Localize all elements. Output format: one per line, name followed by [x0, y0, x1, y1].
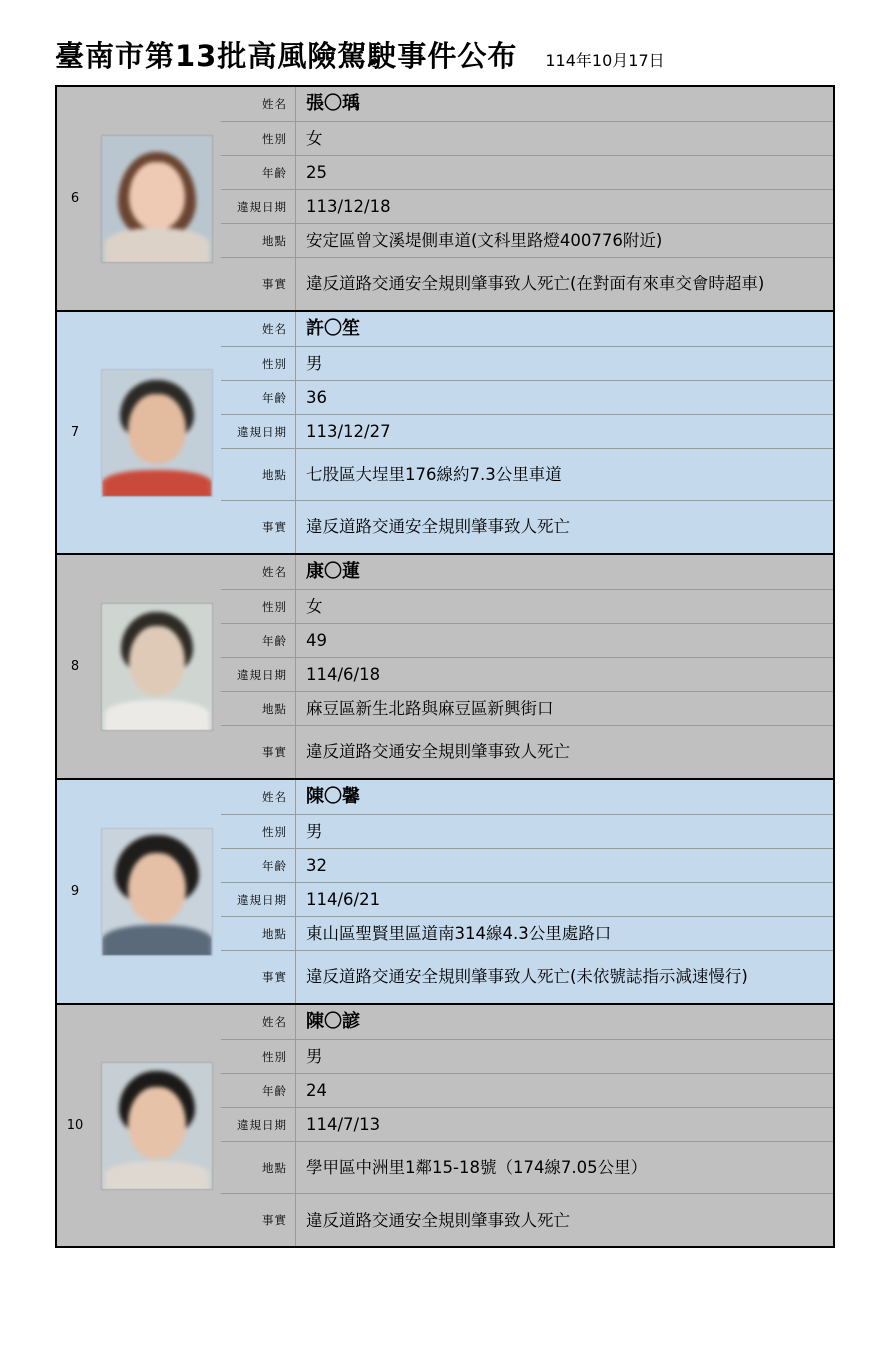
value-violation-date: 114/6/18 — [295, 658, 833, 691]
avatar — [101, 135, 213, 263]
value-gender: 男 — [295, 347, 833, 380]
value-gender: 女 — [295, 590, 833, 623]
field-age — [221, 849, 833, 883]
field-label-location: 地點 — [262, 701, 287, 716]
field-label-fact: 事實 — [262, 1213, 287, 1228]
value-location: 東山區聖賢里區道南314線4.3公里處路口 — [295, 917, 833, 950]
avatar — [101, 369, 213, 497]
field-fact — [221, 726, 833, 778]
field-label-violation-date: 違規日期 — [237, 667, 287, 682]
avatar — [101, 828, 213, 956]
field-gender — [221, 815, 833, 849]
table-row — [57, 780, 833, 1005]
field-label-gender: 性別 — [262, 599, 287, 614]
document-header — [0, 0, 885, 85]
field-label-name: 姓名 — [262, 790, 287, 805]
field-fact — [221, 258, 833, 310]
field-label-gender: 性別 — [262, 131, 287, 146]
records-table — [55, 85, 835, 1248]
field-label-fact: 事實 — [262, 520, 287, 535]
field-violation-date — [221, 415, 833, 449]
field-label-age: 年齡 — [262, 390, 287, 405]
field-label-age: 年齡 — [262, 858, 287, 873]
value-gender: 男 — [295, 1040, 833, 1073]
value-location: 麻豆區新生北路與麻豆區新興街口 — [295, 692, 833, 725]
field-label-location: 地點 — [262, 467, 287, 482]
field-name — [221, 555, 833, 590]
field-label-age: 年齡 — [262, 633, 287, 648]
value-fact: 違反道路交通安全規則肇事致人死亡 — [295, 501, 833, 553]
field-label-violation-date: 違規日期 — [237, 1117, 287, 1132]
page-title: 臺南市第13批高風險駕駛事件公布 — [55, 39, 518, 73]
field-location — [221, 1142, 833, 1194]
row-index: 9 — [70, 884, 80, 900]
fields — [221, 1005, 833, 1246]
photo-cell — [93, 87, 221, 310]
field-label-name: 姓名 — [262, 97, 287, 112]
photo-cell — [93, 312, 221, 553]
photo-cell — [93, 555, 221, 778]
field-label-name: 姓名 — [262, 1015, 287, 1030]
photo-cell — [93, 780, 221, 1003]
field-label-fact: 事實 — [262, 970, 287, 985]
field-name — [221, 312, 833, 347]
field-violation-date — [221, 658, 833, 692]
value-violation-date: 114/6/21 — [295, 883, 833, 916]
field-age — [221, 624, 833, 658]
value-location: 學甲區中洲里1鄰15-18號（174線7.05公里） — [295, 1142, 833, 1193]
value-gender: 女 — [295, 122, 833, 155]
value-location: 安定區曾文溪堤側車道(文科里路燈400776附近) — [295, 224, 833, 257]
field-label-age: 年齡 — [262, 165, 287, 180]
field-fact — [221, 501, 833, 553]
field-label-gender: 性別 — [262, 824, 287, 839]
field-gender — [221, 347, 833, 381]
value-violation-date: 113/12/18 — [295, 190, 833, 223]
field-label-violation-date: 違規日期 — [237, 424, 287, 439]
field-name — [221, 1005, 833, 1040]
value-violation-date: 113/12/27 — [295, 415, 833, 448]
field-violation-date — [221, 190, 833, 224]
value-name: 許〇笙 — [295, 312, 833, 346]
value-fact: 違反道路交通安全規則肇事致人死亡 — [295, 1194, 833, 1246]
value-age: 36 — [295, 381, 833, 414]
field-label-fact: 事實 — [262, 745, 287, 760]
field-violation-date — [221, 1108, 833, 1142]
value-name: 陳〇馨 — [295, 780, 833, 814]
field-age — [221, 156, 833, 190]
avatar — [101, 1062, 213, 1190]
value-fact: 違反道路交通安全規則肇事致人死亡(未依號誌指示減速慢行) — [295, 951, 833, 1003]
field-fact — [221, 1194, 833, 1246]
value-name: 陳〇諺 — [295, 1005, 833, 1039]
publish-date: 114年10月17日 — [545, 51, 665, 70]
field-label-fact: 事實 — [262, 277, 287, 292]
value-location: 七股區大埕里176線約7.3公里車道 — [295, 449, 833, 500]
value-violation-date: 114/7/13 — [295, 1108, 833, 1141]
photo-cell — [93, 1005, 221, 1246]
table-row — [57, 312, 833, 555]
value-fact: 違反道路交通安全規則肇事致人死亡(在對面有來車交會時超車) — [295, 258, 833, 310]
field-age — [221, 1074, 833, 1108]
row-index: 7 — [70, 425, 80, 441]
field-location — [221, 449, 833, 501]
field-location — [221, 692, 833, 726]
value-age: 32 — [295, 849, 833, 882]
avatar — [101, 603, 213, 731]
value-fact: 違反道路交通安全規則肇事致人死亡 — [295, 726, 833, 778]
field-label-age: 年齡 — [262, 1083, 287, 1098]
field-label-gender: 性別 — [262, 356, 287, 371]
value-name: 康〇蓮 — [295, 555, 833, 589]
fields — [221, 87, 833, 310]
field-violation-date — [221, 883, 833, 917]
field-age — [221, 381, 833, 415]
field-gender — [221, 1040, 833, 1074]
field-label-name: 姓名 — [262, 322, 287, 337]
value-age: 49 — [295, 624, 833, 657]
field-gender — [221, 122, 833, 156]
value-gender: 男 — [295, 815, 833, 848]
fields — [221, 780, 833, 1003]
field-label-location: 地點 — [262, 926, 287, 941]
row-index: 10 — [66, 1118, 84, 1134]
field-label-violation-date: 違規日期 — [237, 199, 287, 214]
table-row — [57, 1005, 833, 1246]
field-name — [221, 87, 833, 122]
field-label-location: 地點 — [262, 233, 287, 248]
field-name — [221, 780, 833, 815]
field-label-violation-date: 違規日期 — [237, 892, 287, 907]
value-age: 25 — [295, 156, 833, 189]
table-row — [57, 87, 833, 312]
field-gender — [221, 590, 833, 624]
field-label-location: 地點 — [262, 1160, 287, 1175]
field-location — [221, 917, 833, 951]
field-label-name: 姓名 — [262, 565, 287, 580]
fields — [221, 555, 833, 778]
field-label-gender: 性別 — [262, 1049, 287, 1064]
fields — [221, 312, 833, 553]
value-name: 張〇瑀 — [295, 87, 833, 121]
row-index: 8 — [70, 659, 80, 675]
field-location — [221, 224, 833, 258]
value-age: 24 — [295, 1074, 833, 1107]
table-row — [57, 555, 833, 780]
row-index: 6 — [70, 191, 80, 207]
field-fact — [221, 951, 833, 1003]
